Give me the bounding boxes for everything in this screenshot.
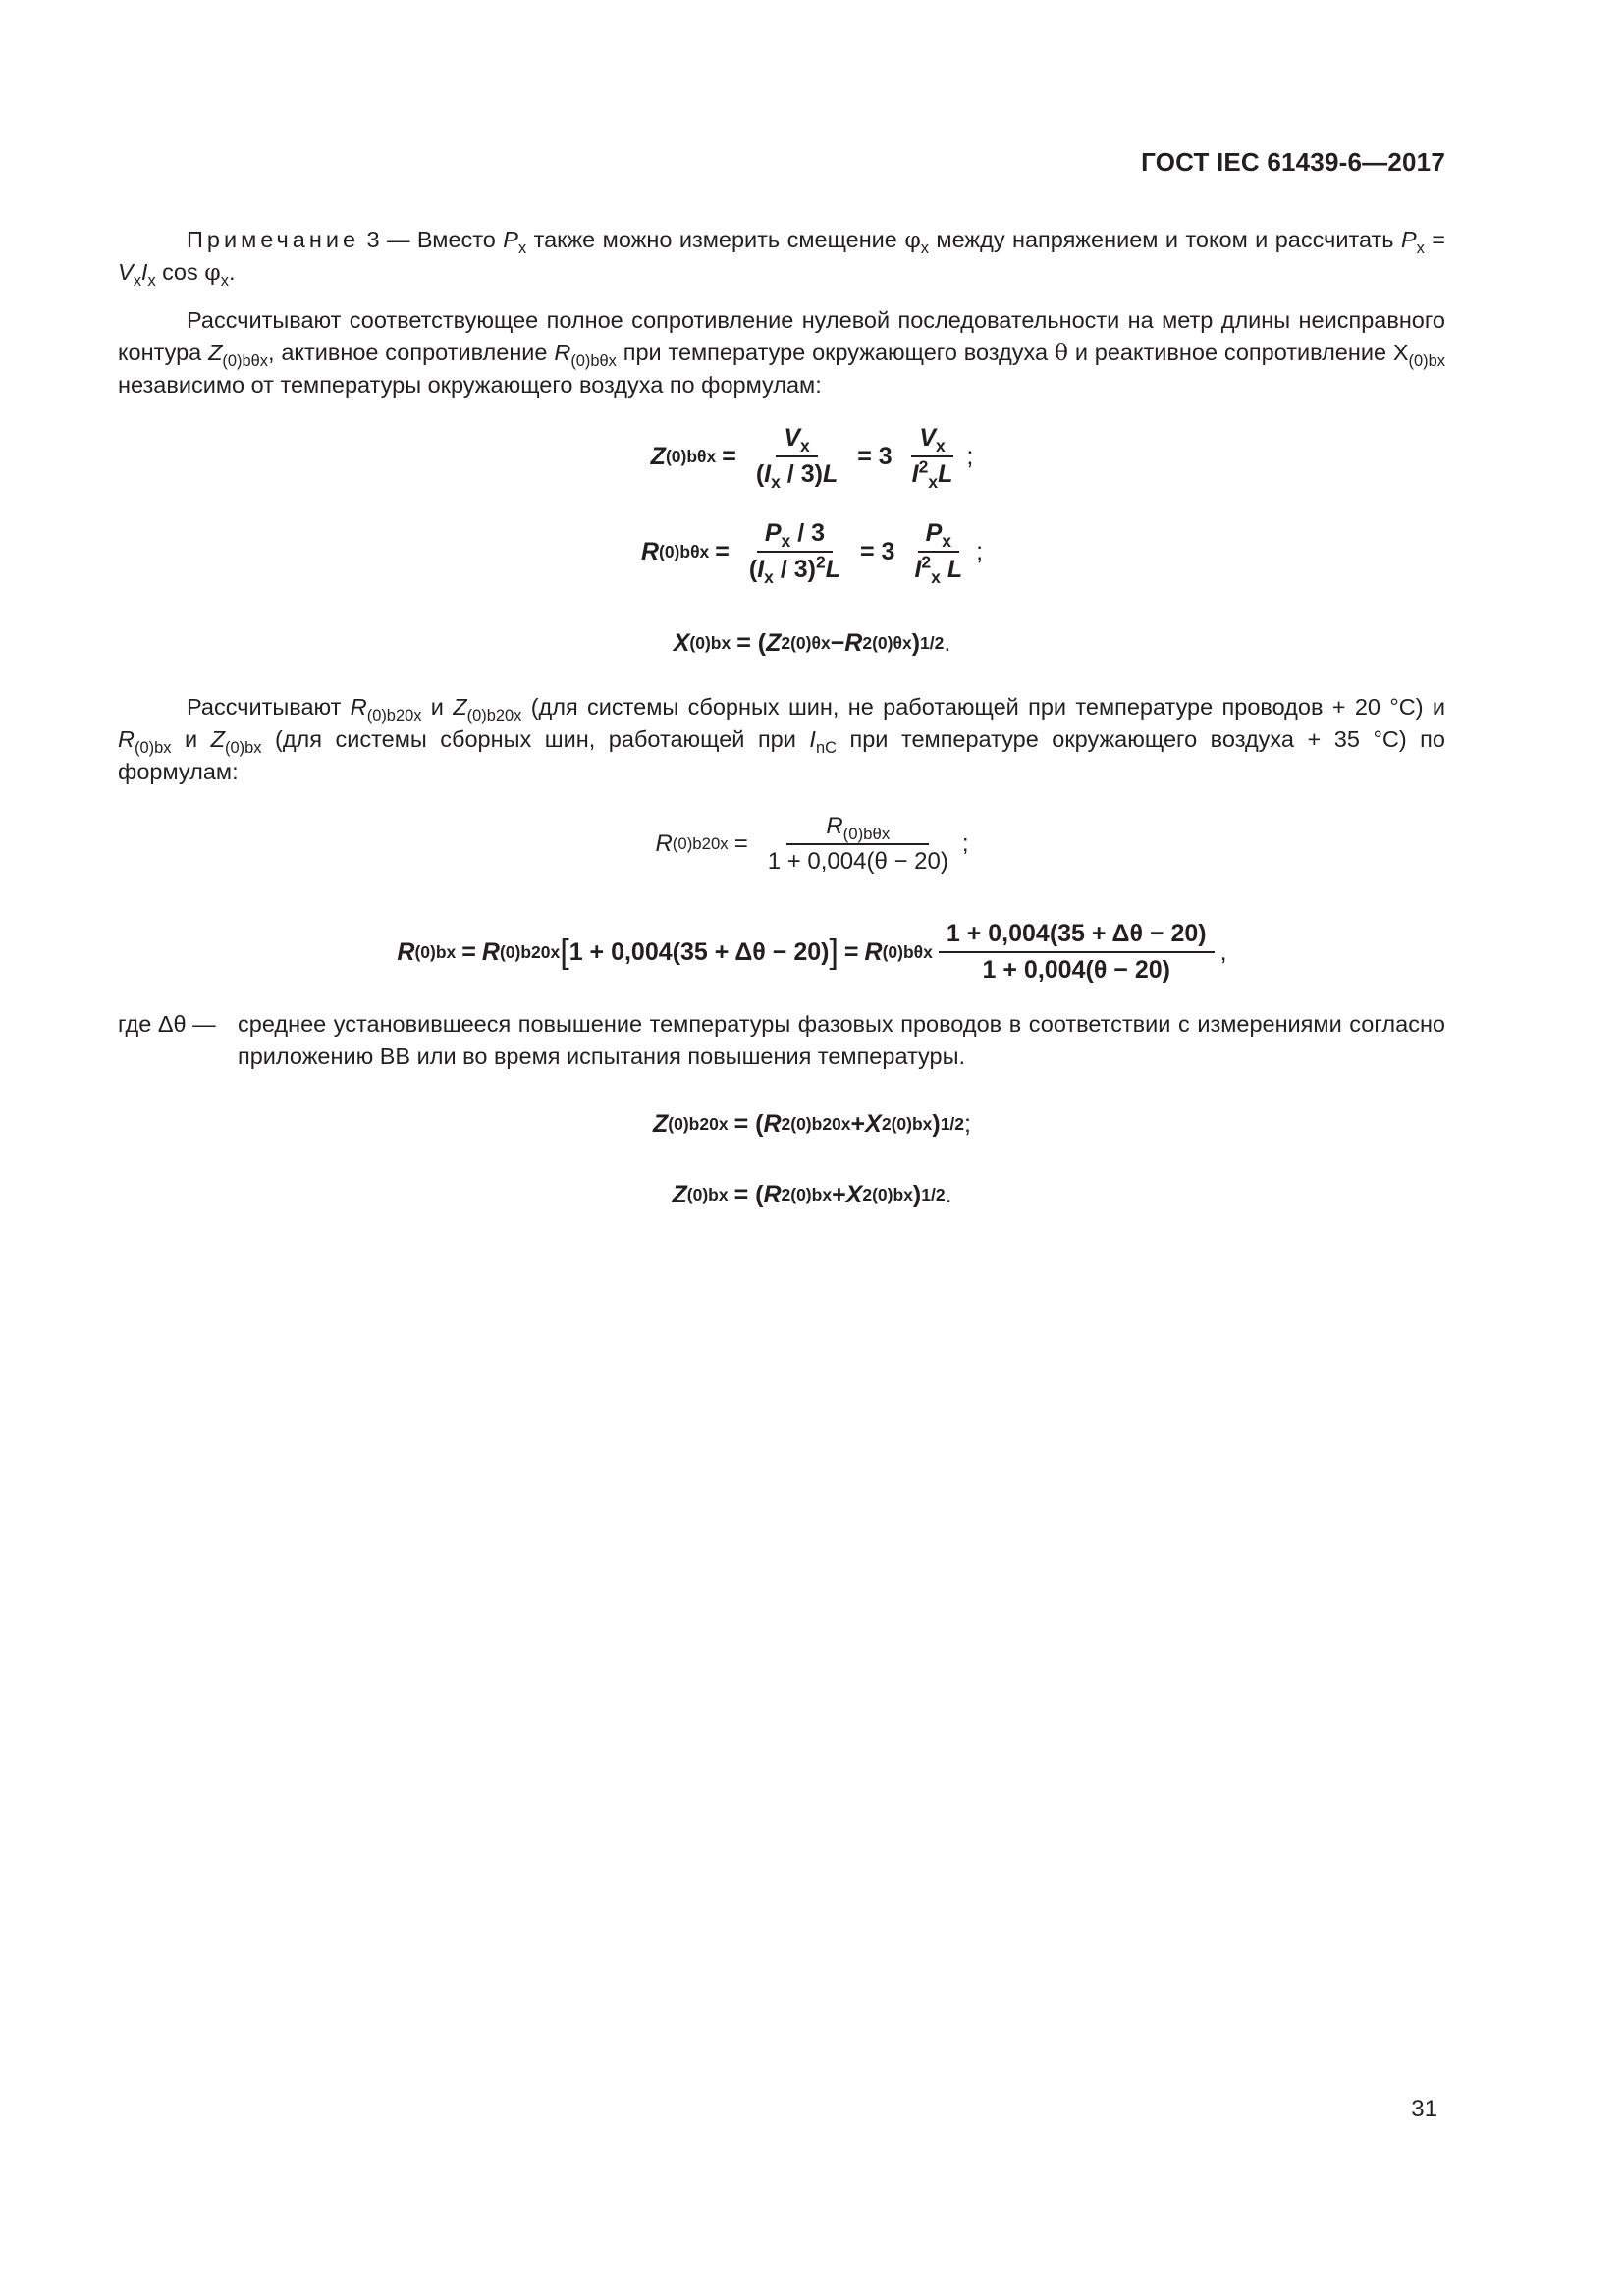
- fraction: $\frac{P_x}{I^2_x L}$: [914, 519, 963, 588]
- where-delta-theta: [118, 1008, 1445, 1073]
- equation-x0bx: X (0)bx = ( Z 2 (0)θx − R 2 (0)θx ) 1/2 .: [673, 628, 951, 657]
- note-label: Примечание: [187, 227, 360, 252]
- equation-r0b20x: R (0)b20x = $\frac{R_{(0)b\theta x}}{1 + 0,004(\theta - 20)}$ ;: [655, 813, 969, 875]
- equation-z0bx: Z (0)bx = ( R 2 (0)bx + X 2 (0)bx ) 1/2 .: [672, 1180, 952, 1208]
- page-number: 31: [1411, 2096, 1437, 2122]
- paragraph-calc-intro: Рассчитывают $R_{(0)b20x}$ и $Z_{(0)b20x}$ (для системы сборных шин, не работающей при температуре проводов + 20 °С) и $R_{(0)bx}$ и $Z_{(0)bx}$ (для системы сборных шин, работающей при $I_{nC}$ при температуре окружающего воздуха + 35 °С) по формулам:: [118, 694, 1446, 784]
- equation-z0b20x: Z (0)b20x = ( R 2 (0)b20x + X 2 (0)bx ) 1/2 ;: [653, 1109, 971, 1138]
- where-label: где Δθ —: [118, 1011, 216, 1037]
- fraction: $\frac{V_x}{(I_x / 3)L}$: [755, 424, 839, 493]
- fraction: $\frac{R_{(0)b\theta x}}{1 + 0,004(\theta - 20)}$: [767, 813, 948, 875]
- note-3-paragraph: Примечание 3 — Вместо $P_x$ также можно измерить смещение $\varphi_x$ между напряжением и током и рассчитать $P_x = V_xI_x$ $\cos \varphi_x$.: [118, 226, 1446, 290]
- where-text: среднее установившееся повышение температуры фазовых проводов в соответствии с измерениями согласно приложению ВВ или во время испытания повышения температуры.: [238, 1011, 1445, 1069]
- equation-z0bthetax: Z (0)bθx = $\frac{V_x}{(I_x / 3)L}$ = 3 $\frac{V_x}{I^2_xL}$ ;: [650, 424, 974, 493]
- paragraph-impedance-intro: Рассчитывают соответствующее полное сопротивление нулевой последовательности на метр длины неисправного контура $Z_{(0)b\theta x}$, активное сопротивление $R_{(0)b\theta x}$ при температуре окружающего воздуха θ и реактивное сопротивление $X_{(0)bx}$ независимо от температуры окружающего воздуха по формулам:: [118, 307, 1445, 398]
- fraction: $\frac{V_x}{I^2_xL}$: [911, 424, 953, 493]
- equation-r0bthetax: R (0)bθx = $\frac{P_x / 3}{(I_x / 3)^2L}$ = 3 $\frac{P_x}{I^2_x L}$ ;: [640, 519, 984, 588]
- fraction: $\frac{P_x / 3}{(I_x / 3)^2L}$: [748, 519, 840, 588]
- equation-r0bx: R (0)bx = R (0)b20x [ 1 + 0,004(35 + Δθ − 20) ] = R (0)bθx $\frac{1 + 0,004(35 + \Delta\theta - 20)}{1 + 0,004(\theta - 20)}$ ,: [397, 920, 1227, 984]
- document-header: ГОСТ IEC 61439-6—2017: [1141, 147, 1445, 177]
- fraction: $\frac{1 + 0,004(35 + \Delta\theta - 20)}{1 + 0,004(\theta - 20)}$: [939, 920, 1215, 985]
